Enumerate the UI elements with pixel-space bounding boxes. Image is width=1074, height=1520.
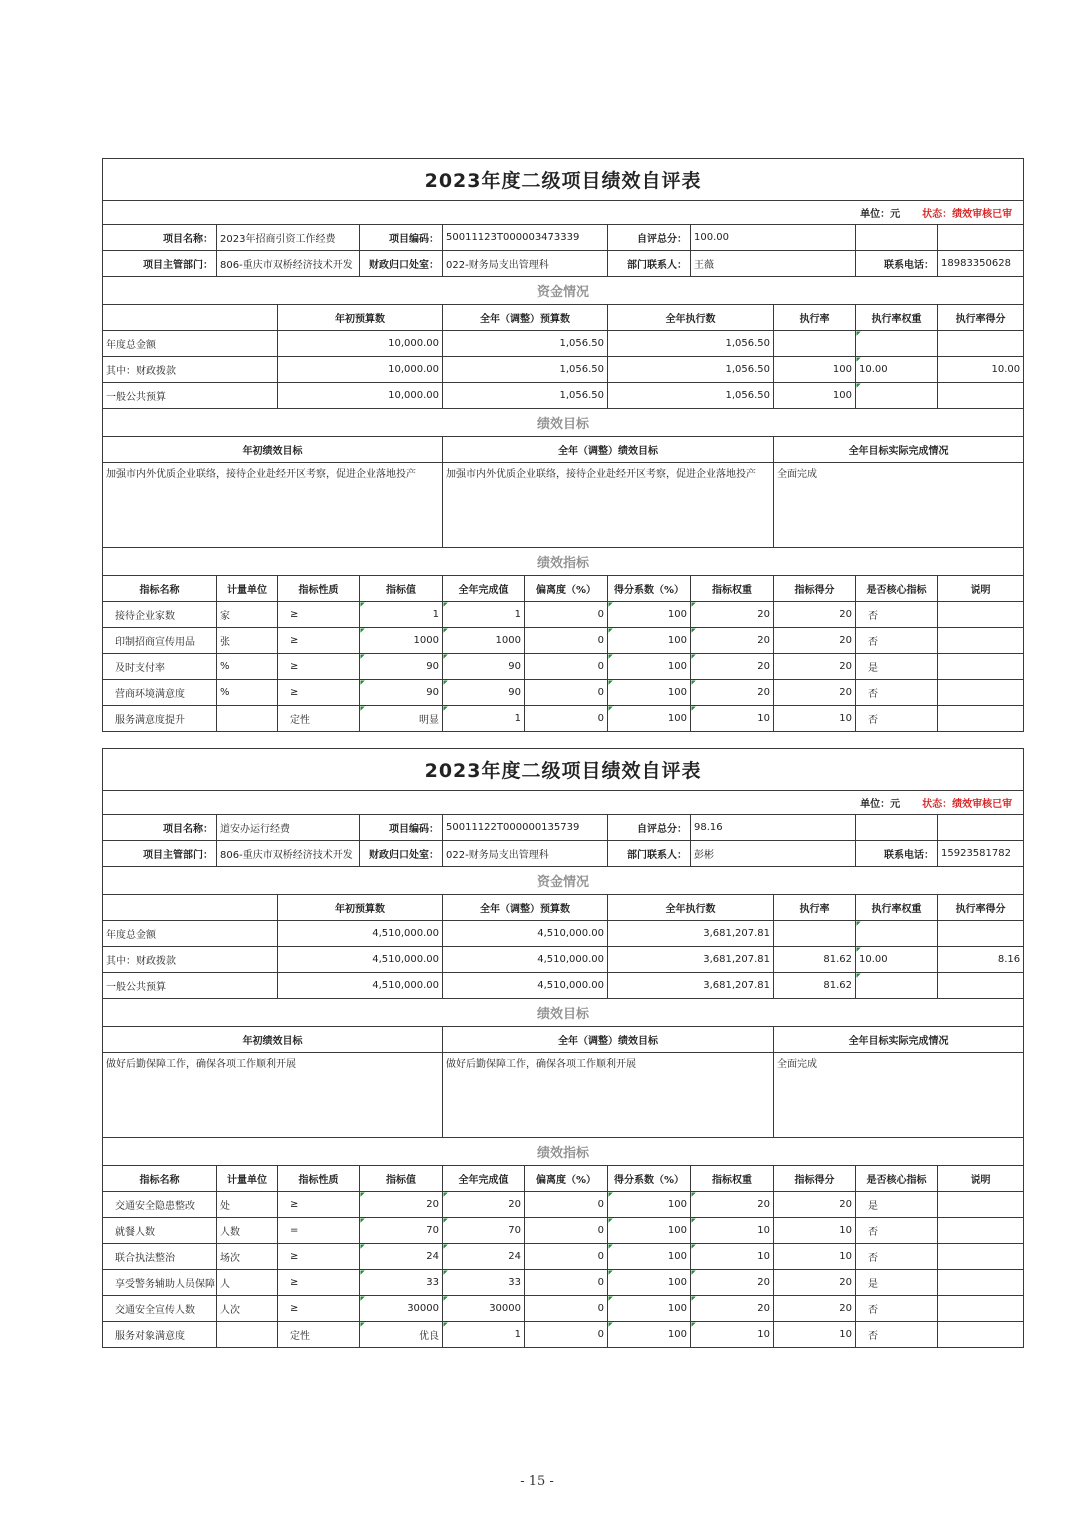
- indicator-score: 10: [774, 1244, 856, 1270]
- indicator-deviation: 0: [525, 1192, 608, 1218]
- goals-header: 全年（调整）绩效目标: [443, 437, 774, 463]
- funds-header: 执行率得分: [938, 895, 1024, 921]
- funds-header: 执行率: [774, 895, 856, 921]
- indicator-deviation: 0: [525, 1322, 608, 1348]
- dept-value: 806-重庆市双桥经济技术开发: [217, 251, 360, 277]
- indicator-note: [938, 1244, 1024, 1270]
- indicator-nature: ≥: [278, 1270, 360, 1296]
- dept-label: 项目主管部门：: [103, 841, 217, 867]
- indicator-actual: 1: [443, 602, 525, 628]
- indicator-header: 指标权重: [691, 576, 774, 602]
- blank-cell: [938, 225, 1024, 251]
- indicator-score: 20: [774, 1270, 856, 1296]
- blank-cell: [103, 895, 278, 921]
- indicator-name: 服务对象满意度: [103, 1322, 217, 1348]
- indicator-name: 交通安全宣传人数: [103, 1296, 217, 1322]
- indicators-section-title: 绩效指标: [103, 1138, 1024, 1166]
- funds-header: 全年执行数: [608, 895, 774, 921]
- indicator-coef: 100: [608, 1270, 691, 1296]
- indicator-nature: ≥: [278, 628, 360, 654]
- funds-weight: [856, 331, 938, 357]
- indicator-header: 指标性质: [278, 1166, 360, 1192]
- dept-label: 项目主管部门：: [103, 251, 217, 277]
- goal-initial: 加强市内外优质企业联络，接待企业赴经开区考察，促进企业落地投产: [103, 463, 443, 548]
- funds-rate: 81.62: [774, 947, 856, 973]
- indicator-core: 否: [856, 1218, 938, 1244]
- funds-weight: [856, 973, 938, 999]
- indicator-header: 指标值: [360, 1166, 443, 1192]
- funds-rate: 81.62: [774, 973, 856, 999]
- unit-label: 单位：元: [860, 209, 901, 220]
- goal-completion: 全面完成: [774, 1053, 1024, 1138]
- indicator-nature: ≥: [278, 680, 360, 706]
- funds-weight: [856, 383, 938, 409]
- self-score-label: 自评总分：: [608, 815, 691, 841]
- funds-initial: 4,510,000.00: [278, 973, 443, 999]
- sheet-title: 2023年度二级项目绩效自评表: [103, 749, 1024, 791]
- indicator-header: 偏离度（%）: [525, 1166, 608, 1192]
- project-code-label: 项目编码：: [360, 225, 443, 251]
- funds-initial: 4,510,000.00: [278, 921, 443, 947]
- indicator-target: 1000: [360, 628, 443, 654]
- self-score: 98.16: [691, 815, 856, 841]
- indicator-unit: 处: [217, 1192, 278, 1218]
- funds-adjusted: 1,056.50: [443, 357, 608, 383]
- project-name: 道安办运行经费: [217, 815, 360, 841]
- funds-header: 执行率权重: [856, 305, 938, 331]
- indicator-score: 20: [774, 602, 856, 628]
- goals-header: 年初绩效目标: [103, 1027, 443, 1053]
- indicator-header: 指标值: [360, 576, 443, 602]
- funds-row: [103, 921, 1024, 947]
- goals-header: 全年目标实际完成情况: [774, 437, 1024, 463]
- blank-cell: [103, 305, 278, 331]
- funds-rate: 100: [774, 383, 856, 409]
- funds-header: 年初预算数: [278, 895, 443, 921]
- indicator-header: 偏离度（%）: [525, 576, 608, 602]
- indicator-header: 说明: [938, 1166, 1024, 1192]
- indicator-header: 是否核心指标: [856, 1166, 938, 1192]
- evaluation-sheet-2: [102, 748, 1023, 1348]
- funds-adjusted: 1,056.50: [443, 331, 608, 357]
- indicator-header: 指标名称: [103, 1166, 217, 1192]
- indicator-row: [103, 1296, 1024, 1322]
- indicator-row: [103, 602, 1024, 628]
- indicator-header: 得分系数（%）: [608, 1166, 691, 1192]
- indicator-header: 指标性质: [278, 576, 360, 602]
- self-score: 100.00: [691, 225, 856, 251]
- indicator-core: 否: [856, 1296, 938, 1322]
- dept-value: 806-重庆市双桥经济技术开发: [217, 841, 360, 867]
- finance-office-label: 财政归口处室：: [360, 251, 443, 277]
- indicator-weight: 10: [691, 1244, 774, 1270]
- indicator-actual: 20: [443, 1192, 525, 1218]
- indicator-name: 及时支付率: [103, 654, 217, 680]
- indicator-deviation: 0: [525, 706, 608, 732]
- indicator-unit: %: [217, 654, 278, 680]
- indicator-target: 33: [360, 1270, 443, 1296]
- indicator-name: 印制招商宣传用品: [103, 628, 217, 654]
- indicator-score: 20: [774, 654, 856, 680]
- indicator-target: 明显: [360, 706, 443, 732]
- indicator-header: 是否核心指标: [856, 576, 938, 602]
- indicator-note: [938, 1296, 1024, 1322]
- indicator-row: [103, 1270, 1024, 1296]
- indicator-core: 否: [856, 1244, 938, 1270]
- evaluation-table: [102, 158, 1024, 732]
- indicator-deviation: 0: [525, 1296, 608, 1322]
- indicator-actual: 33: [443, 1270, 525, 1296]
- indicator-nature: ≥: [278, 654, 360, 680]
- indicator-header: 计量单位: [217, 576, 278, 602]
- indicator-target: 24: [360, 1244, 443, 1270]
- page-number: - 15 -: [520, 1474, 554, 1489]
- contact-label: 部门联系人：: [608, 251, 691, 277]
- phone-value: 15923581782: [938, 841, 1024, 867]
- funds-header: 全年（调整）预算数: [443, 895, 608, 921]
- funds-score: [938, 383, 1024, 409]
- project-code-label: 项目编码：: [360, 815, 443, 841]
- funds-weight: 10.00: [856, 357, 938, 383]
- indicator-coef: 100: [608, 628, 691, 654]
- funds-weight: [856, 921, 938, 947]
- indicator-note: [938, 602, 1024, 628]
- indicator-name: 接待企业家数: [103, 602, 217, 628]
- goals-header: 全年目标实际完成情况: [774, 1027, 1024, 1053]
- indicator-target: 90: [360, 680, 443, 706]
- finance-office: 022-财务局支出管理科: [443, 251, 608, 277]
- funds-executed: 3,681,207.81: [608, 947, 774, 973]
- indicator-core: 否: [856, 1322, 938, 1348]
- indicator-weight: 20: [691, 628, 774, 654]
- indicator-note: [938, 1322, 1024, 1348]
- indicator-actual: 30000: [443, 1296, 525, 1322]
- goal-adjusted: 做好后勤保障工作，确保各项工作顺利开展: [443, 1053, 774, 1138]
- indicator-row: [103, 1218, 1024, 1244]
- indicator-actual: 1: [443, 1322, 525, 1348]
- goal-initial: 做好后勤保障工作，确保各项工作顺利开展: [103, 1053, 443, 1138]
- contact-value: 王薇: [691, 251, 856, 277]
- indicator-score: 10: [774, 706, 856, 732]
- indicator-coef: 100: [608, 602, 691, 628]
- funds-initial: 10,000.00: [278, 357, 443, 383]
- indicator-actual: 90: [443, 654, 525, 680]
- indicator-row: [103, 1192, 1024, 1218]
- indicator-row: [103, 628, 1024, 654]
- indicator-name: 交通安全隐患整改: [103, 1192, 217, 1218]
- funds-row-label: 一般公共预算: [103, 383, 278, 409]
- funds-row: [103, 331, 1024, 357]
- indicator-coef: 100: [608, 1322, 691, 1348]
- indicator-unit: [217, 1322, 278, 1348]
- indicator-target: 30000: [360, 1296, 443, 1322]
- funds-header: 年初预算数: [278, 305, 443, 331]
- indicator-weight: 20: [691, 680, 774, 706]
- indicator-weight: 20: [691, 1270, 774, 1296]
- indicator-deviation: 0: [525, 628, 608, 654]
- indicator-note: [938, 654, 1024, 680]
- indicator-unit: 人数: [217, 1218, 278, 1244]
- funds-rate: [774, 921, 856, 947]
- unit-label: 单位：元: [860, 799, 901, 810]
- indicator-unit: %: [217, 680, 278, 706]
- indicator-note: [938, 680, 1024, 706]
- status-label: 状态：绩效审核已审: [922, 209, 1013, 220]
- funds-row: [103, 357, 1024, 383]
- indicator-unit: 场次: [217, 1244, 278, 1270]
- indicator-score: 20: [774, 628, 856, 654]
- indicator-row: [103, 654, 1024, 680]
- status-label: 状态：绩效审核已审: [922, 799, 1013, 810]
- funds-executed: 1,056.50: [608, 331, 774, 357]
- funds-header: 执行率得分: [938, 305, 1024, 331]
- indicator-header: 全年完成值: [443, 1166, 525, 1192]
- blank-cell: [856, 815, 938, 841]
- indicator-unit: 人: [217, 1270, 278, 1296]
- indicator-note: [938, 628, 1024, 654]
- indicator-name: 就餐人数: [103, 1218, 217, 1244]
- indicator-weight: 10: [691, 1322, 774, 1348]
- indicator-weight: 20: [691, 602, 774, 628]
- indicator-actual: 24: [443, 1244, 525, 1270]
- indicator-name: 营商环境满意度: [103, 680, 217, 706]
- goal-adjusted: 加强市内外优质企业联络，接待企业赴经开区考察，促进企业落地投产: [443, 463, 774, 548]
- indicator-nature: ≥: [278, 1192, 360, 1218]
- indicators-section-title: 绩效指标: [103, 548, 1024, 576]
- goals-header: 全年（调整）绩效目标: [443, 1027, 774, 1053]
- blank-cell: [856, 225, 938, 251]
- funds-header: 执行率: [774, 305, 856, 331]
- indicator-target: 1: [360, 602, 443, 628]
- indicator-actual: 70: [443, 1218, 525, 1244]
- indicator-nature: ≥: [278, 1244, 360, 1270]
- funds-score: [938, 331, 1024, 357]
- indicator-nature: 定性: [278, 1322, 360, 1348]
- funds-row: [103, 383, 1024, 409]
- finance-office-label: 财政归口处室：: [360, 841, 443, 867]
- indicator-core: 否: [856, 680, 938, 706]
- indicator-header: 计量单位: [217, 1166, 278, 1192]
- indicator-score: 20: [774, 1192, 856, 1218]
- funds-row-label: 年度总金额: [103, 331, 278, 357]
- funds-header: 执行率权重: [856, 895, 938, 921]
- indicator-target: 20: [360, 1192, 443, 1218]
- indicator-score: 20: [774, 680, 856, 706]
- indicator-note: [938, 1270, 1024, 1296]
- indicator-coef: 100: [608, 1192, 691, 1218]
- indicator-coef: 100: [608, 654, 691, 680]
- funds-header: 全年执行数: [608, 305, 774, 331]
- indicator-deviation: 0: [525, 1218, 608, 1244]
- indicator-row: [103, 1244, 1024, 1270]
- indicator-weight: 20: [691, 1296, 774, 1322]
- funds-row: [103, 973, 1024, 999]
- indicator-deviation: 0: [525, 1270, 608, 1296]
- funds-score: 8.16: [938, 947, 1024, 973]
- funds-row-label: 年度总金额: [103, 921, 278, 947]
- funds-adjusted: 4,510,000.00: [443, 921, 608, 947]
- project-name-label: 项目名称：: [103, 225, 217, 251]
- indicator-coef: 100: [608, 1244, 691, 1270]
- sheet-title: 2023年度二级项目绩效自评表: [103, 159, 1024, 201]
- funds-initial: 10,000.00: [278, 383, 443, 409]
- indicator-name: 享受警务辅助人员保障: [103, 1270, 217, 1296]
- indicator-core: 否: [856, 706, 938, 732]
- funds-initial: 10,000.00: [278, 331, 443, 357]
- indicator-core: 是: [856, 654, 938, 680]
- indicator-core: 是: [856, 1270, 938, 1296]
- blank-cell: [938, 815, 1024, 841]
- indicator-actual: 1: [443, 706, 525, 732]
- indicator-header: 指标得分: [774, 576, 856, 602]
- funds-score: [938, 921, 1024, 947]
- indicator-core: 是: [856, 1192, 938, 1218]
- funds-section-title: 资金情况: [103, 867, 1024, 895]
- goals-section-title: 绩效目标: [103, 999, 1024, 1027]
- indicator-note: [938, 706, 1024, 732]
- indicator-header: 得分系数（%）: [608, 576, 691, 602]
- indicator-coef: 100: [608, 680, 691, 706]
- indicator-coef: 100: [608, 1218, 691, 1244]
- funds-adjusted: 1,056.50: [443, 383, 608, 409]
- indicator-core: 否: [856, 628, 938, 654]
- funds-row-label: 其中：财政拨款: [103, 357, 278, 383]
- indicator-nature: ≥: [278, 1296, 360, 1322]
- project-name-label: 项目名称：: [103, 815, 217, 841]
- unit-status-row: [103, 791, 1024, 815]
- funds-weight: 10.00: [856, 947, 938, 973]
- indicator-target: 90: [360, 654, 443, 680]
- indicator-unit: 人次: [217, 1296, 278, 1322]
- funds-executed: 3,681,207.81: [608, 973, 774, 999]
- funds-adjusted: 4,510,000.00: [443, 947, 608, 973]
- goals-section-title: 绩效目标: [103, 409, 1024, 437]
- contact-label: 部门联系人：: [608, 841, 691, 867]
- funds-score: [938, 973, 1024, 999]
- indicator-note: [938, 1218, 1024, 1244]
- phone-label: 联系电话：: [856, 841, 938, 867]
- project-name: 2023年招商引资工作经费: [217, 225, 360, 251]
- indicator-name: 服务满意度提升: [103, 706, 217, 732]
- self-score-label: 自评总分：: [608, 225, 691, 251]
- indicator-coef: 100: [608, 1296, 691, 1322]
- funds-score: 10.00: [938, 357, 1024, 383]
- funds-executed: 1,056.50: [608, 383, 774, 409]
- funds-adjusted: 4,510,000.00: [443, 973, 608, 999]
- funds-rate: [774, 331, 856, 357]
- indicator-header: 指标得分: [774, 1166, 856, 1192]
- indicator-nature: ≥: [278, 602, 360, 628]
- indicator-header: 指标名称: [103, 576, 217, 602]
- indicator-coef: 100: [608, 706, 691, 732]
- indicator-target: 70: [360, 1218, 443, 1244]
- project-code: 50011122T000000135739: [443, 815, 608, 841]
- evaluation-sheet-1: [102, 158, 1023, 732]
- indicator-deviation: 0: [525, 680, 608, 706]
- indicator-header: 全年完成值: [443, 576, 525, 602]
- indicator-core: 否: [856, 602, 938, 628]
- indicator-target: 优良: [360, 1322, 443, 1348]
- indicator-row: [103, 680, 1024, 706]
- unit-status-row: [103, 201, 1024, 225]
- indicator-header: 指标权重: [691, 1166, 774, 1192]
- indicator-score: 20: [774, 1296, 856, 1322]
- indicator-deviation: 0: [525, 654, 608, 680]
- funds-row: [103, 947, 1024, 973]
- indicator-row: [103, 1322, 1024, 1348]
- funds-executed: 1,056.50: [608, 357, 774, 383]
- funds-row-label: 一般公共预算: [103, 973, 278, 999]
- indicator-actual: 1000: [443, 628, 525, 654]
- finance-office: 022-财务局支出管理科: [443, 841, 608, 867]
- evaluation-table: [102, 748, 1024, 1348]
- indicator-weight: 10: [691, 706, 774, 732]
- indicator-weight: 10: [691, 1218, 774, 1244]
- funds-initial: 4,510,000.00: [278, 947, 443, 973]
- indicator-deviation: 0: [525, 602, 608, 628]
- indicator-nature: =: [278, 1218, 360, 1244]
- goal-completion: 全面完成: [774, 463, 1024, 548]
- indicator-score: 10: [774, 1322, 856, 1348]
- indicator-weight: 20: [691, 1192, 774, 1218]
- indicator-nature: 定性: [278, 706, 360, 732]
- indicator-unit: 张: [217, 628, 278, 654]
- indicator-score: 10: [774, 1218, 856, 1244]
- indicator-note: [938, 1192, 1024, 1218]
- indicator-unit: [217, 706, 278, 732]
- indicator-actual: 90: [443, 680, 525, 706]
- indicator-weight: 20: [691, 654, 774, 680]
- funds-header: 全年（调整）预算数: [443, 305, 608, 331]
- contact-value: 彭彬: [691, 841, 856, 867]
- funds-executed: 3,681,207.81: [608, 921, 774, 947]
- project-code: 50011123T000003473339: [443, 225, 608, 251]
- indicator-unit: 家: [217, 602, 278, 628]
- phone-value: 18983350628: [938, 251, 1024, 277]
- indicator-deviation: 0: [525, 1244, 608, 1270]
- phone-label: 联系电话：: [856, 251, 938, 277]
- funds-row-label: 其中：财政拨款: [103, 947, 278, 973]
- goals-header: 年初绩效目标: [103, 437, 443, 463]
- funds-section-title: 资金情况: [103, 277, 1024, 305]
- funds-rate: 100: [774, 357, 856, 383]
- indicator-row: [103, 706, 1024, 732]
- indicator-header: 说明: [938, 576, 1024, 602]
- indicator-name: 联合执法整治: [103, 1244, 217, 1270]
